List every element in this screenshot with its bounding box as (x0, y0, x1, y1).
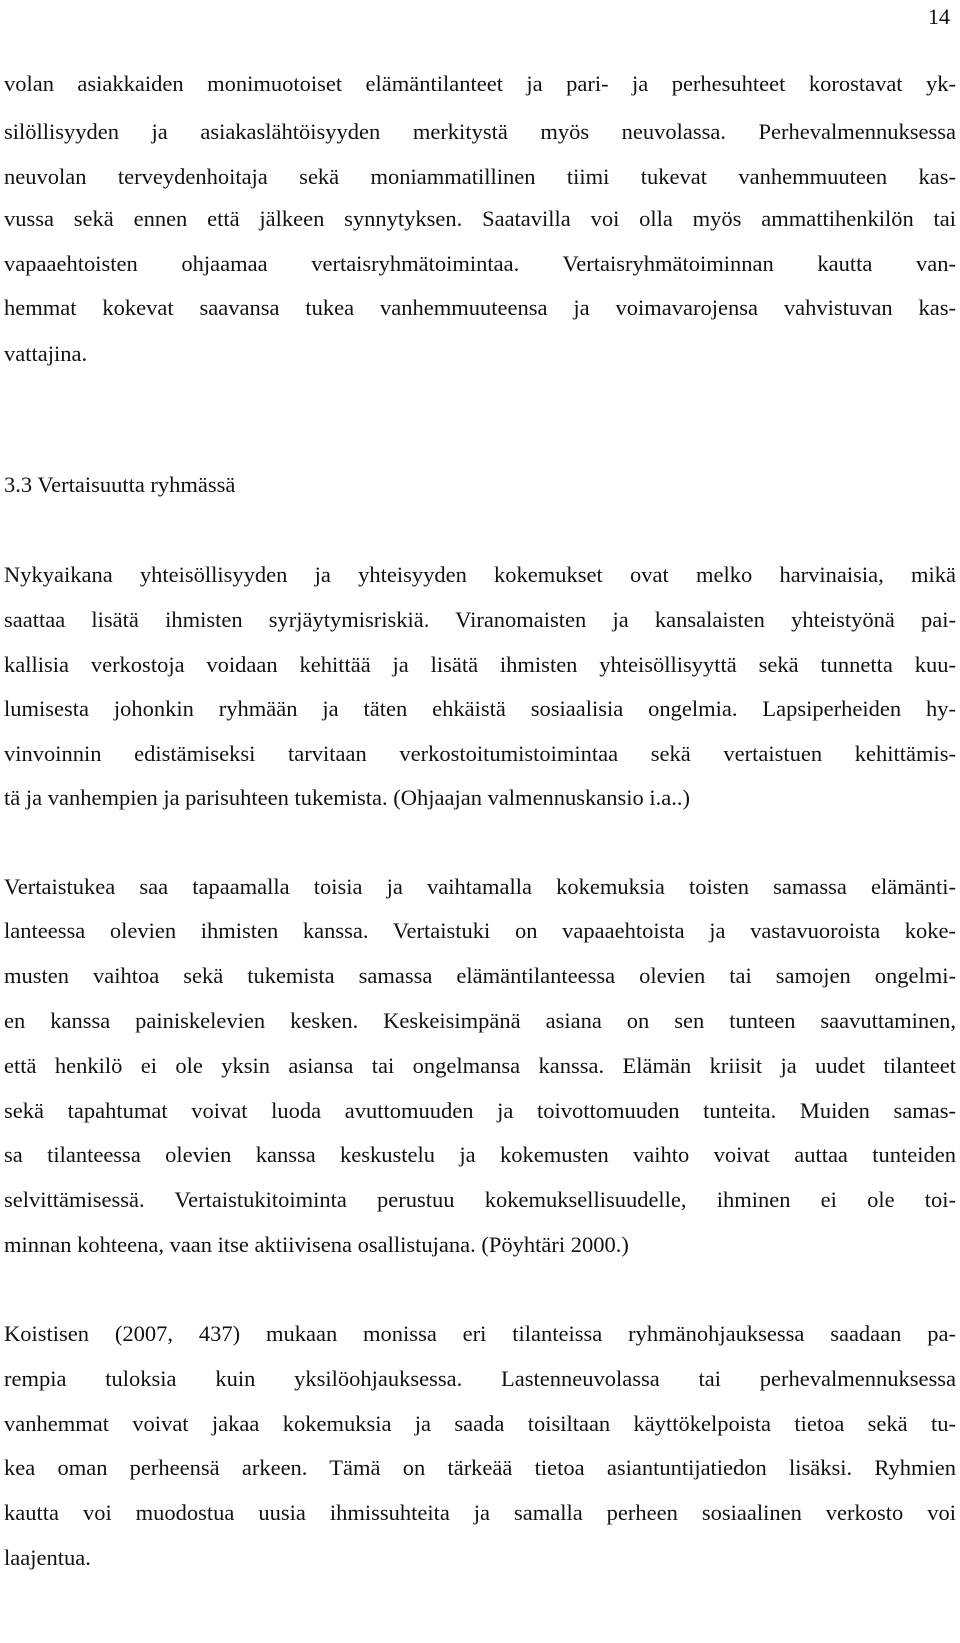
text-line: musten vaihtoa sekä tukemista samassa elämäntilanteessa olevien tai samojen ongelmi- (4, 963, 956, 988)
text-line: neuvolan terveydenhoitaja sekä moniammatillinen tiimi tukevat vanhemmuuteen kas- (4, 164, 956, 189)
text-line: Nykyaikana yhteisöllisyyden ja yhteisyyden kokemukset ovat melko harvinaisia, mikä (4, 562, 956, 587)
text-line: laajentua. (4, 1545, 91, 1570)
text-line: kea oman perheensä arkeen. Tämä on tärkeää tietoa asiantuntijatiedon lisäksi. Ryhmien (4, 1455, 956, 1480)
text-line: vanhemmat voivat jakaa kokemuksia ja saada toisiltaan käyttökelpoista tietoa sekä tu- (4, 1411, 956, 1436)
text-line: rempia tuloksia kuin yksilöohjauksessa. Lastenneuvolassa tai perhevalmennuksessa (4, 1366, 956, 1391)
section-heading: 3.3 Vertaisuutta ryhmässä (4, 472, 236, 497)
text-line: volan asiakkaiden monimuotoiset elämäntilanteet ja pari- ja perhesuhteet korostavat yk- (4, 71, 956, 96)
text-line: kallisia verkostoja voidaan kehittää ja lisätä ihmisten yhteisöllisyyttä sekä tunnetta kuu- (4, 652, 956, 677)
text-line: hemmat kokevat saavansa tukea vanhemmuuteensa ja voimavarojensa vahvistuvan kas- (4, 295, 956, 320)
text-line: että henkilö ei ole yksin asiansa tai ongelmansa kanssa. Elämän kriisit ja uudet tilanteet (4, 1053, 956, 1078)
text-line: kautta voi muodostua uusia ihmissuhteita ja samalla perheen sosiaalinen verkosto voi (4, 1500, 956, 1525)
text-line: vinvoinnin edistämiseksi tarvitaan verkostoitumistoimintaa sekä vertaistuen kehittämis- (4, 741, 956, 766)
text-line: lanteessa olevien ihmisten kanssa. Vertaistuki on vapaaehtoista ja vastavuoroista koke- (4, 918, 956, 943)
text-line: lumisesta johonkin ryhmään ja täten ehkäistä sosiaalisia ongelmia. Lapsiperheiden hy- (4, 696, 956, 721)
text-line: selvittämisessä. Vertaistukitoiminta perustuu kokemuksellisuudelle, ihminen ei ole toi- (4, 1187, 956, 1212)
text-line: vussa sekä ennen että jälkeen synnytyksen. Saatavilla voi olla myös ammattihenkilön tai (4, 206, 956, 231)
text-line: minnan kohteena, vaan itse aktiivisena osallistujana. (Pöyhtäri 2000.) (4, 1232, 629, 1257)
text-line: vattajina. (4, 341, 88, 366)
text-line: Koistisen (2007, 437) mukaan monissa eri tilanteissa ryhmänohjauksessa saadaan pa- (4, 1321, 956, 1346)
text-line: silöllisyyden ja asiakaslähtöisyyden merkitystä myös neuvolassa. Perhevalmennuksessa (4, 119, 956, 144)
text-line: sekä tapahtumat voivat luoda avuttomuuden ja toivottomuuden tunteita. Muiden samas- (4, 1098, 956, 1123)
text-line: Vertaistukea saa tapaamalla toisia ja vaihtamalla kokemuksia toisten samassa elämänti- (4, 874, 956, 899)
text-line: vapaaehtoisten ohjaamaa vertaisryhmätoimintaa. Vertaisryhmätoiminnan kautta van- (4, 251, 956, 276)
page-number: 14 (928, 4, 950, 29)
text-line: tä ja vanhempien ja parisuhteen tukemista. (Ohjaajan valmennuskansio i.a..) (4, 785, 691, 810)
text-line: en kanssa painiskelevien kesken. Keskeisimpänä asiana on sen tunteen saavuttaminen, (4, 1008, 956, 1033)
text-line: sa tilanteessa olevien kanssa keskustelu ja kokemusten vaihto voivat auttaa tunteiden (4, 1142, 956, 1167)
text-line: saattaa lisätä ihmisten syrjäytymisriskiä. Viranomaisten ja kansalaisten yhteistyönä pai- (4, 607, 956, 632)
